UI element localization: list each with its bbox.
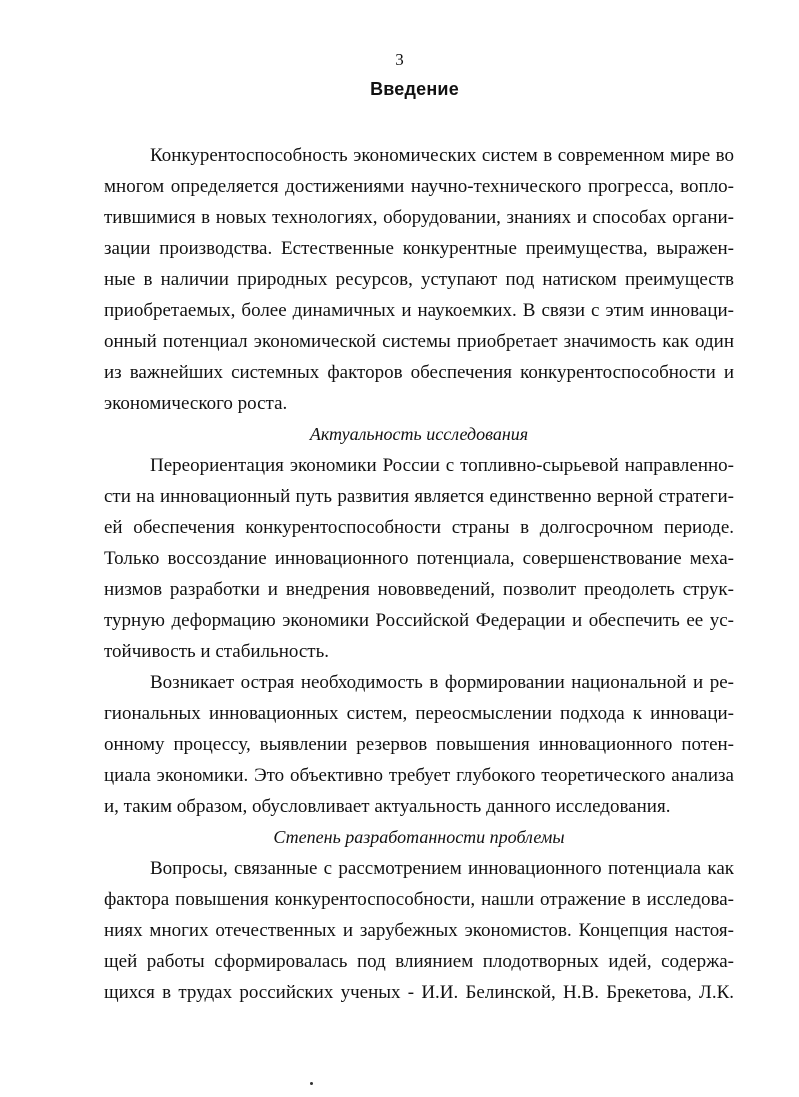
relevance-heading: Актуальность исследования [309, 424, 529, 444]
text-line: щей работы сформировалась под влиянием плодотворных идей, содержа- [104, 951, 734, 972]
relevance-paragraph-2 [104, 667, 734, 822]
text-line: онный потенциал экономической системы приобретает значимость как один [104, 331, 734, 352]
intro-paragraph [104, 140, 734, 1008]
text-line: циала экономики. Это объективно требует глубокого теоретического анализа [104, 765, 734, 786]
text-line: Конкурентоспособность экономических систем в современном мире во [150, 145, 734, 166]
text-line: низмов разработки и внедрения нововведений, позволит преодолеть струк- [104, 579, 734, 600]
text-line: Вопросы, связанные с рассмотрением инновационного потенциала как [150, 858, 734, 879]
text-line: гиональных инновационных систем, переосмыслении подхода к инноваци- [104, 703, 734, 724]
text-line: тойчивость и стабильность. [104, 641, 330, 662]
development-paragraph-1 [104, 853, 734, 1008]
text-line: и, таким образом, обусловливает актуальность данного исследования. [104, 796, 671, 817]
text-line: зации производства. Естественные конкурентные преимущества, выражен- [104, 238, 734, 259]
text-line: Переориентация экономики России с топливно-сырьевой направленно- [150, 455, 734, 476]
text-line: Возникает острая необходимость в формировании национальной и ре- [150, 672, 734, 693]
text-line: тившимися в новых технологиях, оборудовании, знаниях и способах органи- [104, 207, 734, 228]
text-line: ей обеспечения конкурентоспособности страны в долгосрочном периоде. [104, 517, 734, 538]
text-line: ниях многих отечественных и зарубежных экономистов. Концепция настоя- [104, 920, 734, 941]
relevance-paragraph-1 [104, 450, 734, 667]
text-line: фактора повышения конкурентоспособности, нашли отражение в исследова- [104, 889, 734, 910]
development-heading: Степень разработанности проблемы [273, 827, 565, 847]
scan-speck [310, 1082, 313, 1085]
text-line: ные в наличии природных ресурсов, уступают под натиском преимуществ [104, 269, 734, 290]
text-line: многом определяется достижениями научно-технического прогресса, вопло- [104, 176, 734, 197]
text-line: приобретаемых, более динамичных и наукоемких. В связи с этим инноваци- [104, 300, 734, 321]
text-line: сти на инновационный путь развития является единственно верной стратеги- [104, 486, 734, 507]
text-line: турную деформацию экономики Российской Федерации и обеспечить ее ус- [104, 610, 734, 631]
text-line: онному процессу, выявлении резервов повышения инновационного потен- [104, 734, 734, 755]
text-line: Только воссоздание инновационного потенциала, совершенствование меха- [104, 548, 734, 569]
page-number: 3 [395, 50, 404, 69]
text-line: из важнейших системных факторов обеспечения конкурентоспособности и [104, 362, 734, 383]
text-line: экономического роста. [104, 393, 288, 414]
page-title: Введение [370, 79, 459, 99]
text-line: щихся в трудах российских ученых - И.И. Белинской, Н.В. Брекетова, Л.К. [104, 982, 734, 1003]
